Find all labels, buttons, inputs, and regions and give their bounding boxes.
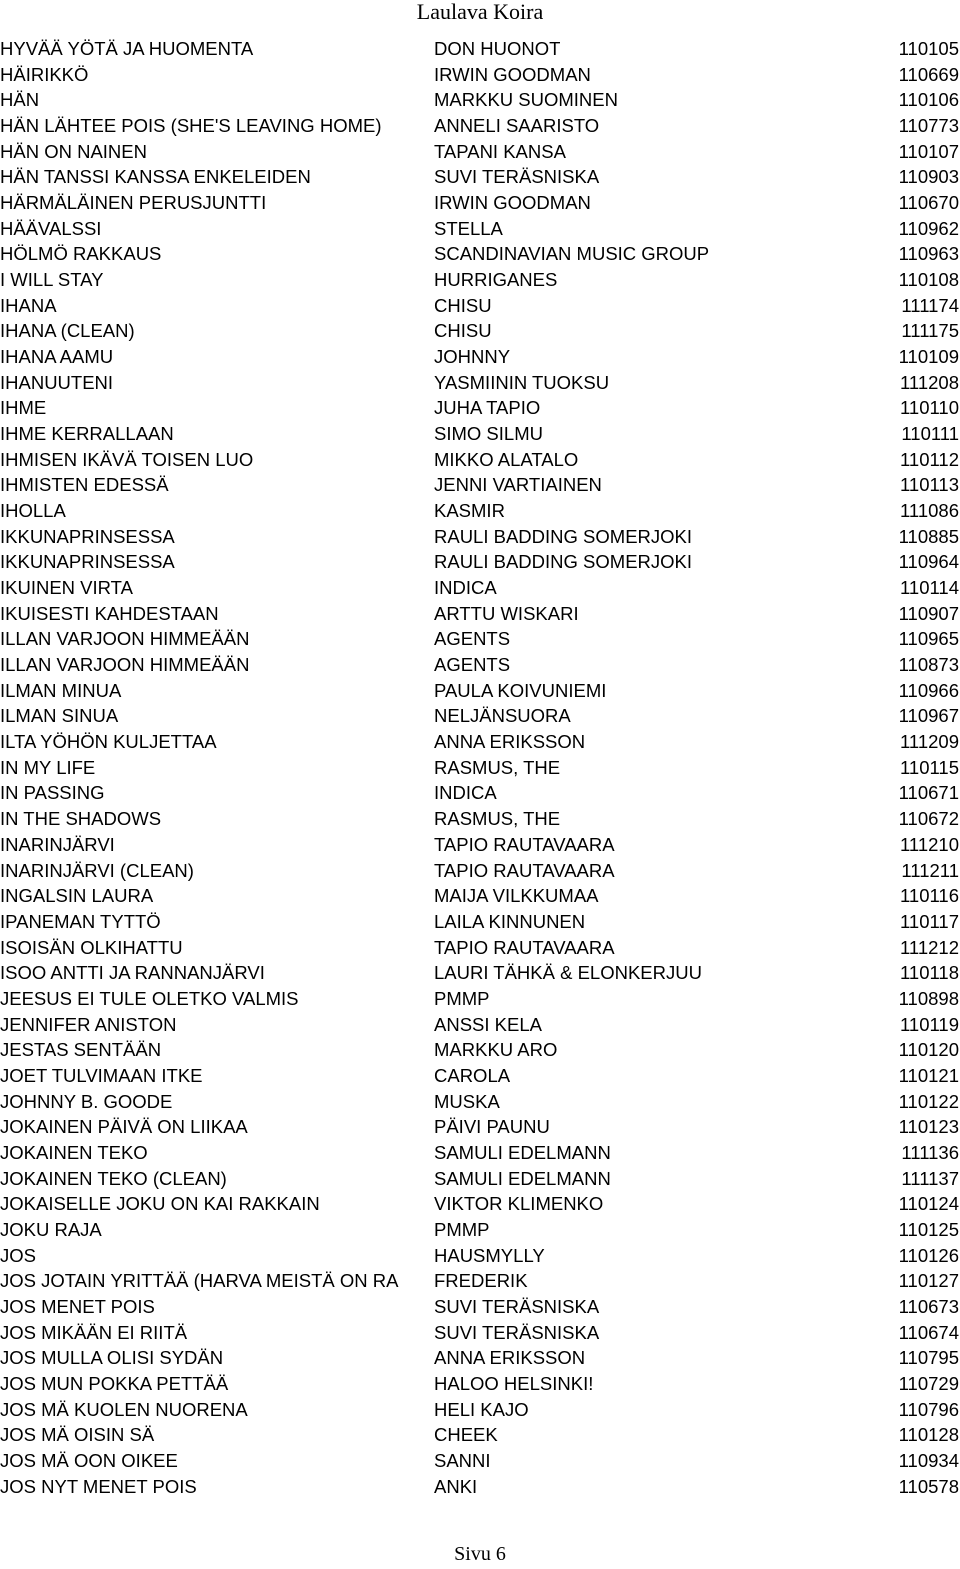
list-item xyxy=(0,139,960,165)
song-code: 110578 xyxy=(898,1475,959,1497)
artist-name: INDICA xyxy=(434,577,497,599)
artist-name: RASMUS, THE xyxy=(434,756,561,778)
artist-name: ARTTU WISKARI xyxy=(434,602,579,624)
song-code: 110122 xyxy=(898,1090,959,1112)
list-item xyxy=(0,370,960,396)
list-item xyxy=(0,472,960,498)
song-code: 110114 xyxy=(900,577,959,599)
song-title: IHMISEN IKÄVÄ TOISEN LUO xyxy=(0,448,254,470)
list-item xyxy=(0,1294,960,1320)
artist-name: PMMP xyxy=(434,987,490,1009)
artist-name: FREDERIK xyxy=(434,1270,528,1292)
song-code: 110873 xyxy=(898,654,959,676)
song-title: JOS MIKÄÄN EI RIITÄ xyxy=(0,1321,188,1343)
artist-name: MUSKA xyxy=(434,1090,500,1112)
song-title: JOS MÄ OON OIKEE xyxy=(0,1449,178,1471)
artist-name: IRWIN GOODMAN xyxy=(434,192,591,214)
page-title: Laulava Koira xyxy=(416,0,544,24)
list-item xyxy=(0,36,960,62)
song-code: 110125 xyxy=(898,1218,959,1240)
artist-name: TAPIO RAUTAVAARA xyxy=(434,936,615,958)
list-item xyxy=(0,858,960,884)
song-title: IN THE SHADOWS xyxy=(0,808,162,830)
artist-name: DON HUONOT xyxy=(434,38,561,59)
song-title: IHOLLA xyxy=(0,500,66,522)
song-list xyxy=(0,36,960,1499)
list-item xyxy=(0,498,960,524)
song-title: INARINJÄRVI xyxy=(0,833,115,855)
song-title: I WILL STAY xyxy=(0,269,104,291)
song-title: JOS MULLA OLISI SYDÄN xyxy=(0,1347,224,1369)
artist-name: MAIJA VILKKUMAA xyxy=(434,885,599,907)
artist-name: HURRIGANES xyxy=(434,269,558,291)
song-title: ILLAN VARJOON HIMMEÄÄN xyxy=(0,654,250,676)
list-item xyxy=(0,601,960,627)
artist-name: SAMULI EDELMANN xyxy=(434,1141,611,1163)
artist-name: ANSSI KELA xyxy=(434,1013,542,1035)
song-title: IKKUNAPRINSESSA xyxy=(0,525,175,547)
song-title: JOET TULVIMAAN ITKE xyxy=(0,1064,203,1086)
list-item xyxy=(0,1114,960,1140)
list-item xyxy=(0,935,960,961)
song-code: 111211 xyxy=(901,859,959,881)
list-item xyxy=(0,293,960,319)
artist-name: NELJÄNSUORA xyxy=(434,705,571,727)
song-code: 111209 xyxy=(900,731,959,753)
list-item xyxy=(0,626,960,652)
song-code: 110670 xyxy=(898,192,959,214)
list-item xyxy=(0,1268,960,1294)
artist-name: SUVI TERÄSNISKA xyxy=(434,1295,600,1317)
list-item xyxy=(0,909,960,935)
list-item xyxy=(0,986,960,1012)
song-code: 110671 xyxy=(898,782,959,804)
song-title: IHMISTEN EDESSÄ xyxy=(0,474,169,496)
song-title: HÄRMÄLÄINEN PERUSJUNTTI xyxy=(0,192,267,214)
list-item xyxy=(0,703,960,729)
song-title: HÄÄVALSSI xyxy=(0,217,102,239)
song-title: ISOO ANTTI JA RANNANJÄRVI xyxy=(0,962,265,984)
artist-name: TAPIO RAUTAVAARA xyxy=(434,859,615,881)
song-code: 110113 xyxy=(900,474,959,496)
song-title: JOS MUN POKKA PETTÄÄ xyxy=(0,1372,229,1394)
song-code: 110903 xyxy=(898,166,959,188)
artist-name: JENNI VARTIAINEN xyxy=(434,474,602,496)
list-item xyxy=(0,1166,960,1192)
song-code: 110962 xyxy=(898,217,959,239)
artist-name: SAMULI EDELMANN xyxy=(434,1167,611,1189)
song-code: 110106 xyxy=(898,89,959,111)
list-item xyxy=(0,1243,960,1269)
list-item xyxy=(0,1063,960,1089)
list-item xyxy=(0,1345,960,1371)
song-code: 110118 xyxy=(900,962,959,984)
artist-name: ANNA ERIKSSON xyxy=(434,731,586,753)
artist-name: TAPANI KANSA xyxy=(434,140,566,162)
list-item xyxy=(0,960,960,986)
song-code: 110105 xyxy=(898,38,959,59)
artist-name: INDICA xyxy=(434,782,497,804)
artist-name: SANNI xyxy=(434,1449,491,1471)
song-title: IKKUNAPRINSESSA xyxy=(0,551,175,573)
song-title: INARINJÄRVI (CLEAN) xyxy=(0,859,194,881)
artist-name: STELLA xyxy=(434,217,503,239)
song-code: 110115 xyxy=(900,756,959,778)
list-item xyxy=(0,216,960,242)
song-code: 110123 xyxy=(898,1116,959,1138)
song-title: IN MY LIFE xyxy=(0,756,96,778)
song-title: ILMAN SINUA xyxy=(0,705,119,727)
song-title: JOS JOTAIN YRITTÄÄ (HARVA MEISTÄ ON RA xyxy=(0,1270,399,1292)
song-code: 110796 xyxy=(898,1398,959,1420)
song-title: JOS MENET POIS xyxy=(0,1295,155,1317)
song-code: 110117 xyxy=(900,910,959,932)
song-title: JESTAS SENTÄÄN xyxy=(0,1039,162,1061)
song-code: 110729 xyxy=(898,1372,959,1394)
song-code: 110127 xyxy=(898,1270,959,1292)
artist-name: RASMUS, THE xyxy=(434,808,561,830)
list-item xyxy=(0,1397,960,1423)
artist-name: AGENTS xyxy=(434,628,511,650)
song-code: 110967 xyxy=(898,705,959,727)
list-item xyxy=(0,190,960,216)
artist-name: CAROLA xyxy=(434,1064,511,1086)
song-title: IKUISESTI KAHDESTAAN xyxy=(0,602,219,624)
list-item xyxy=(0,421,960,447)
song-code: 110108 xyxy=(898,269,959,291)
song-code: 110885 xyxy=(898,525,959,547)
song-code: 110116 xyxy=(900,885,959,907)
artist-name: HELI KAJO xyxy=(434,1398,529,1420)
list-item xyxy=(0,806,960,832)
song-title: JENNIFER ANISTON xyxy=(0,1013,177,1035)
song-code: 111208 xyxy=(900,371,959,393)
artist-name: PAULA KOIVUNIEMI xyxy=(434,679,607,701)
song-title: JEESUS EI TULE OLETKO VALMIS xyxy=(0,987,299,1009)
song-code: 110119 xyxy=(900,1013,959,1035)
list-item xyxy=(0,678,960,704)
list-item xyxy=(0,1448,960,1474)
song-title: HÄN TANSSI KANSSA ENKELEIDEN xyxy=(0,166,311,188)
list-item xyxy=(0,241,960,267)
song-code: 110964 xyxy=(898,551,959,573)
list-item xyxy=(0,755,960,781)
song-code: 110963 xyxy=(898,243,959,265)
page-number: Sivu 6 xyxy=(454,1543,506,1565)
artist-name: HAUSMYLLY xyxy=(434,1244,545,1266)
artist-name: CHISU xyxy=(434,294,492,316)
song-title: IHANA AAMU xyxy=(0,346,114,368)
song-code: 111136 xyxy=(901,1141,959,1163)
list-item xyxy=(0,1422,960,1448)
song-code: 111137 xyxy=(901,1167,959,1189)
list-item xyxy=(0,652,960,678)
artist-name: CHISU xyxy=(434,320,492,342)
artist-name: JOHNNY xyxy=(434,346,511,368)
song-code: 110673 xyxy=(898,1295,959,1317)
song-title: JOS NYT MENET POIS xyxy=(0,1475,197,1497)
song-code: 110107 xyxy=(898,140,959,162)
list-item xyxy=(0,1012,960,1038)
list-item xyxy=(0,883,960,909)
list-item xyxy=(0,164,960,190)
list-item xyxy=(0,780,960,806)
song-code: 110112 xyxy=(900,448,959,470)
artist-name: LAILA KINNUNEN xyxy=(434,910,586,932)
song-code: 110965 xyxy=(898,628,959,650)
list-item xyxy=(0,1217,960,1243)
list-item xyxy=(0,1140,960,1166)
list-item xyxy=(0,344,960,370)
list-item xyxy=(0,549,960,575)
song-title: JOHNNY B. GOODE xyxy=(0,1090,173,1112)
song-code: 111174 xyxy=(901,294,959,316)
song-title: HÄN LÄHTEE POIS (SHE'S LEAVING HOME) xyxy=(0,115,382,137)
song-code: 110898 xyxy=(898,987,959,1009)
list-item xyxy=(0,62,960,88)
list-item xyxy=(0,729,960,755)
song-code: 110674 xyxy=(898,1321,959,1343)
song-title: JOKAISELLE JOKU ON KAI RAKKAIN xyxy=(0,1193,320,1215)
artist-name: CHEEK xyxy=(434,1424,498,1446)
song-title: JOKAINEN TEKO (CLEAN) xyxy=(0,1167,227,1189)
list-item xyxy=(0,832,960,858)
artist-name: SCANDINAVIAN MUSIC GROUP xyxy=(434,243,710,265)
song-title: JOKU RAJA xyxy=(0,1218,102,1240)
song-code: 110111 xyxy=(901,423,959,445)
artist-name: ANKI xyxy=(434,1475,478,1497)
list-item xyxy=(0,1474,960,1500)
artist-name: MIKKO ALATALO xyxy=(434,448,579,470)
artist-name: SUVI TERÄSNISKA xyxy=(434,1321,600,1343)
song-title: ILMAN MINUA xyxy=(0,679,122,701)
song-title: JOS MÄ KUOLEN NUORENA xyxy=(0,1398,248,1420)
song-code: 110795 xyxy=(898,1347,959,1369)
song-code: 110966 xyxy=(898,679,959,701)
song-code: 110121 xyxy=(898,1064,959,1086)
song-title: IN PASSING xyxy=(0,782,105,804)
song-title: IPANEMAN TYTTÖ xyxy=(0,910,161,932)
artist-name: SIMO SILMU xyxy=(434,423,543,445)
artist-name: RAULI BADDING SOMERJOKI xyxy=(434,551,693,573)
artist-name: YASMIININ TUOKSU xyxy=(434,371,610,393)
song-title: JOS xyxy=(0,1244,36,1266)
song-code: 110669 xyxy=(898,63,959,85)
artist-name: LAURI TÄHKÄ & ELONKERJUU xyxy=(434,962,702,984)
song-title: JOKAINEN PÄIVÄ ON LIIKAA xyxy=(0,1116,248,1138)
song-title: ISOISÄN OLKIHATTU xyxy=(0,936,183,958)
song-code: 110672 xyxy=(898,808,959,830)
song-code: 110109 xyxy=(898,346,959,368)
artist-name: PÄIVI PAUNU xyxy=(434,1116,550,1138)
list-item xyxy=(0,575,960,601)
artist-name: PMMP xyxy=(434,1218,490,1240)
list-item xyxy=(0,395,960,421)
song-title: HÖLMÖ RAKKAUS xyxy=(0,243,162,265)
artist-name: TAPIO RAUTAVAARA xyxy=(434,833,615,855)
artist-name: SUVI TERÄSNISKA xyxy=(434,166,600,188)
song-title: IKUINEN VIRTA xyxy=(0,577,133,599)
list-item xyxy=(0,524,960,550)
artist-name: ANNELI SAARISTO xyxy=(434,115,600,137)
song-title: HÄN xyxy=(0,89,40,111)
list-item xyxy=(0,267,960,293)
song-title: IHME KERRALLAAN xyxy=(0,423,174,445)
song-code: 111212 xyxy=(900,936,959,958)
song-code: 110110 xyxy=(900,397,959,419)
song-title: JOKAINEN TEKO xyxy=(0,1141,148,1163)
song-code: 110124 xyxy=(898,1193,959,1215)
list-item xyxy=(0,87,960,113)
song-title: HÄIRIKKÖ xyxy=(0,63,89,85)
song-title: ILTA YÖHÖN KULJETTAA xyxy=(0,731,217,753)
song-title: IHANA (CLEAN) xyxy=(0,320,135,342)
song-code: 110128 xyxy=(898,1424,959,1446)
list-item xyxy=(0,113,960,139)
song-title: HYVÄÄ YÖTÄ JA HUOMENTA xyxy=(0,38,254,59)
song-code: 110120 xyxy=(898,1039,959,1061)
artist-name: JUHA TAPIO xyxy=(434,397,541,419)
artist-name: RAULI BADDING SOMERJOKI xyxy=(434,525,693,547)
artist-name: ANNA ERIKSSON xyxy=(434,1347,586,1369)
song-code: 110907 xyxy=(898,602,959,624)
song-code: 111086 xyxy=(900,500,959,522)
song-code: 111210 xyxy=(900,833,959,855)
artist-name: AGENTS xyxy=(434,654,511,676)
artist-name: IRWIN GOODMAN xyxy=(434,63,591,85)
song-title: INGALSIN LAURA xyxy=(0,885,154,907)
song-title: ILLAN VARJOON HIMMEÄÄN xyxy=(0,628,250,650)
song-title: IHANUUTENI xyxy=(0,371,114,393)
list-item xyxy=(0,1371,960,1397)
list-item xyxy=(0,447,960,473)
song-title: IHANA xyxy=(0,294,57,316)
artist-name: HALOO HELSINKI! xyxy=(434,1372,594,1394)
song-title: HÄN ON NAINEN xyxy=(0,140,147,162)
song-title: IHME xyxy=(0,397,47,419)
list-item xyxy=(0,1320,960,1346)
artist-name: VIKTOR KLIMENKO xyxy=(434,1193,604,1215)
artist-name: KASMIR xyxy=(434,500,505,522)
list-item xyxy=(0,1037,960,1063)
song-code: 110126 xyxy=(898,1244,959,1266)
list-item xyxy=(0,1089,960,1115)
song-code: 110934 xyxy=(898,1449,959,1471)
artist-name: MARKKU ARO xyxy=(434,1039,558,1061)
song-code: 111175 xyxy=(901,320,959,342)
list-item xyxy=(0,318,960,344)
song-code: 110773 xyxy=(898,115,959,137)
list-item xyxy=(0,1191,960,1217)
artist-name: MARKKU SUOMINEN xyxy=(434,89,618,111)
song-title: JOS MÄ OISIN SÄ xyxy=(0,1424,155,1446)
